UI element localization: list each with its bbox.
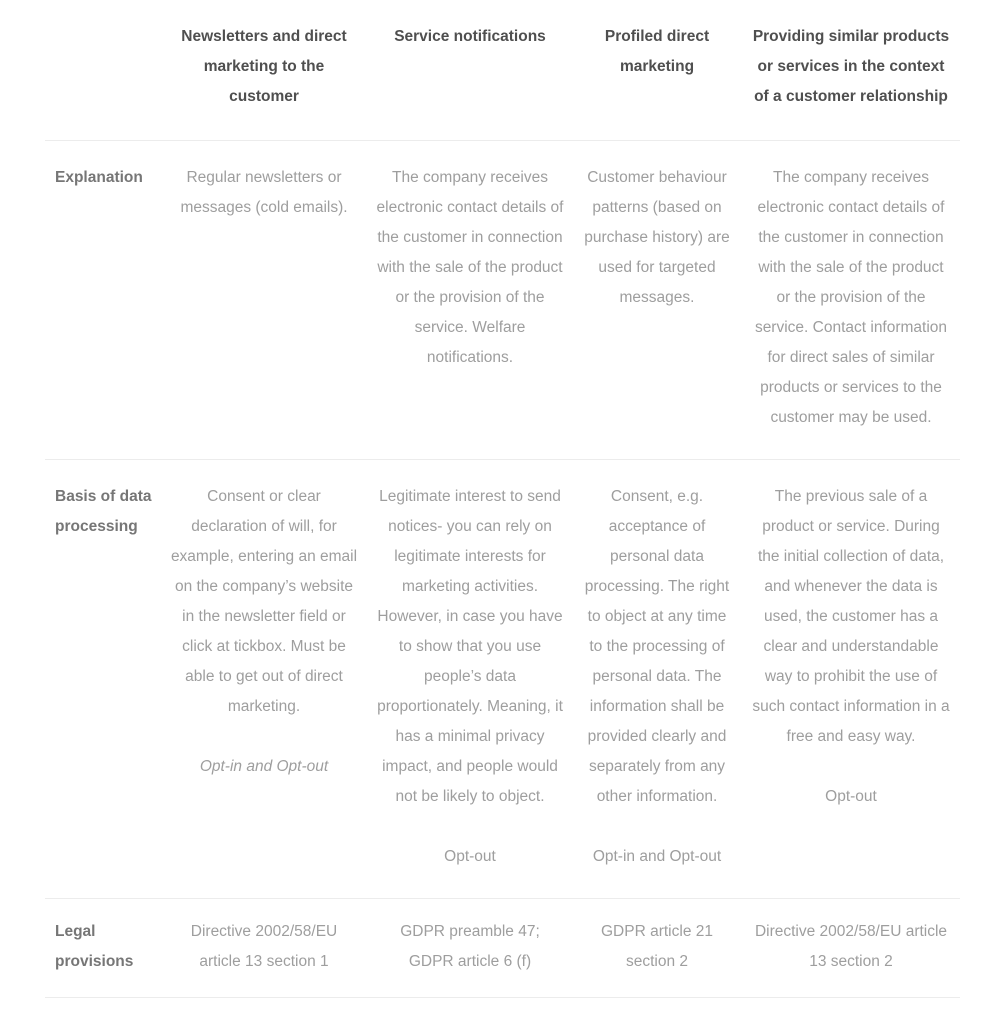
- row-label-explanation: Explanation: [45, 141, 160, 460]
- cell-legal-newsletters: [160, 899, 368, 998]
- cell-text: Consent, e.g. acceptance of personal data processing. The right to object at any time to the processing of personal data. The information shall be provided clearly and separately from any other information.: [584, 488, 730, 805]
- row-label-legal-provisions: Legal provisions: [45, 899, 160, 998]
- cell-basis-service: [368, 460, 572, 899]
- column-header-similar-products: Providing similar products or services in the context of a customer relationship: [742, 0, 960, 141]
- cell-text: The previous sale of a product or service. During the initial collection of data, and whenever the data is used, the customer has a clear and understandable way to prohibit the use of such contact information in a free and easy way.: [752, 488, 950, 745]
- cell-text: Directive 2002/58/EU article 13 section 1: [190, 923, 338, 970]
- marketing-comparison-table: [45, 0, 960, 998]
- opt-note: Opt-out: [444, 848, 496, 865]
- cell-text: Consent or clear declaration of will, for example, entering an email on the company’s website in the newsletter field or click at tickbox. Must be able to get out of direct marketing.: [170, 488, 358, 715]
- cell-legal-similar: [742, 899, 960, 998]
- cell-explanation-profiled: [572, 141, 742, 460]
- table-row-legal-provisions: [45, 899, 960, 998]
- cell-text: GDPR article 21 section 2: [601, 923, 713, 970]
- cell-text: Regular newsletters or messages (cold emails).: [180, 169, 348, 216]
- cell-explanation-similar: [742, 141, 960, 460]
- cell-text: The company receives electronic contact details of the customer in connection with the sale of the product or the provision of the service. Contact information for direct sales of similar products or services to the customer may be used.: [754, 169, 948, 426]
- table-header-row: [45, 0, 960, 141]
- cell-text: Legitimate interest to send notices- you can rely on legitimate interests for marketing activities. However, in case you have to show that you use people’s data proportionately. Meaning, it has a minimal privacy impact, and people would not be likely to object.: [377, 488, 563, 805]
- cell-basis-newsletters: [160, 460, 368, 899]
- cell-legal-service: [368, 899, 572, 998]
- cell-explanation-service: [368, 141, 572, 460]
- opt-note: Opt-in and Opt-out: [199, 758, 329, 775]
- cell-basis-profiled: [572, 460, 742, 899]
- cell-basis-similar: [742, 460, 960, 899]
- table-row-explanation: [45, 141, 960, 460]
- cell-legal-profiled: [572, 899, 742, 998]
- cell-text: Customer behaviour patterns (based on purchase history) are used for targeted messages.: [584, 169, 730, 306]
- marketing-comparison-table-container: [45, 0, 960, 998]
- cell-text: The company receives electronic contact details of the customer in connection with the sale of the product or the provision of the service. Welfare notifications.: [376, 169, 564, 366]
- column-header-newsletters: Newsletters and direct marketing to the customer: [160, 0, 368, 141]
- cell-text: GDPR preamble 47; GDPR article 6 (f): [400, 923, 540, 970]
- cell-text: Directive 2002/58/EU article 13 section 2: [754, 923, 948, 970]
- opt-note: Opt-in and Opt-out: [592, 848, 722, 865]
- row-label-basis-of-data-processing: Basis of data processing: [45, 460, 160, 899]
- column-header-profiled-direct-marketing: Profiled direct marketing: [572, 0, 742, 141]
- column-header-service-notifications: Service notifications: [368, 0, 572, 141]
- table-row-basis-of-data-processing: [45, 460, 960, 899]
- cell-explanation-newsletters: [160, 141, 368, 460]
- opt-note: Opt-out: [825, 788, 877, 805]
- column-header-empty: [45, 0, 160, 141]
